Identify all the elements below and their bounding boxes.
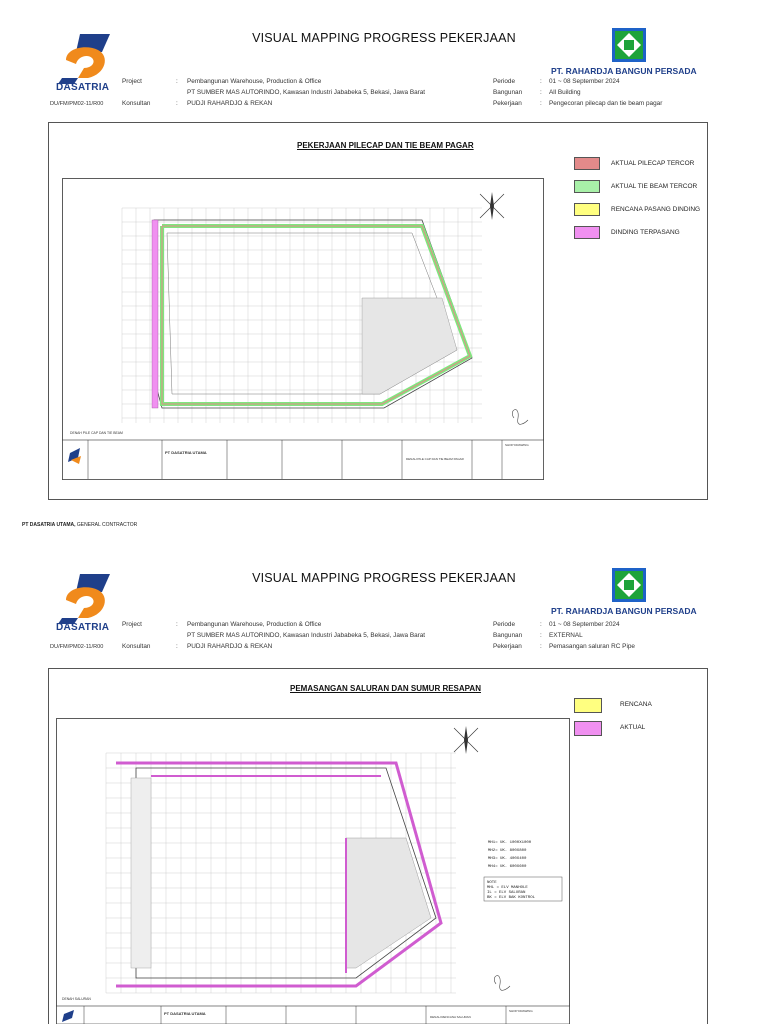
partner-name: PT. RAHARDJA BANGUN PERSADA — [551, 606, 697, 616]
colon: : — [176, 100, 178, 107]
title-block-company: PT DASATRIA UTAMA — [165, 450, 207, 455]
footer-role: GENERAL CONTRACTOR — [76, 522, 138, 528]
colon: : — [176, 78, 178, 85]
colon: : — [540, 100, 542, 107]
bangunan-label: Bangunan — [493, 89, 523, 96]
periode-value: 01 ~ 08 September 2024 — [549, 78, 620, 85]
drawing-caption: DENAH SALURAN — [62, 997, 91, 1001]
konsultan-label: Konsultan — [122, 100, 151, 107]
site-plan-drawing — [62, 178, 544, 480]
periode-label: Periode — [493, 621, 516, 628]
legend-label: AKTUAL TIE BEAM TERCOR — [611, 183, 698, 190]
title-block-drawing-name: DENAH RENCANA SALURAN — [430, 1015, 471, 1019]
title-block-shop-drawing: SHOP DRAWING — [509, 1009, 533, 1013]
drainage-plan-drawing — [56, 718, 570, 1024]
note-line: IL = ELV SALURAN — [487, 891, 526, 895]
pekerjaan-value: Pemasangan saluran RC Pipe — [549, 643, 635, 650]
bangunan-value: EXTERNAL — [549, 632, 583, 639]
title-block — [57, 1006, 570, 1024]
periode-label: Periode — [493, 78, 516, 85]
manhole-spec: MH4= UK. 600X600 — [488, 865, 527, 869]
project-label: Project — [122, 621, 142, 628]
document-number: DU/FM/PM02-11/R00 — [50, 644, 104, 650]
legend-swatch — [574, 698, 602, 713]
legend-swatch — [574, 226, 600, 239]
footer-company: PT DASATRIA UTAMA, — [22, 522, 76, 528]
legend-label: DINDING TERPASANG — [611, 229, 680, 236]
document-number: DU/FM/PM02-11/R00 — [50, 101, 104, 107]
pekerjaan-value: Pengecoran pilecap dan tie beam pagar — [549, 100, 663, 107]
colon: : — [176, 643, 178, 650]
legend-swatch — [574, 180, 600, 193]
title-block-shop-drawing: SHOP DRAWING — [505, 443, 529, 447]
legend-label: RENCANA PASANG DINDING — [611, 206, 701, 213]
title-block-company: PT DASATRIA UTAMA — [164, 1011, 206, 1016]
sheet-title: PEMASANGAN SALURAN DAN SUMUR RESAPAN — [290, 684, 481, 693]
project-value: Pembangunan Warehouse, Production & Office — [187, 621, 322, 628]
title-block-drawing-name: DENAH PILE CAP DAN TIE BEAM PAGAR — [406, 457, 464, 461]
konsultan-label: Konsultan — [122, 643, 151, 650]
project-location: PT SUMBER MAS AUTORINDO, Kawasan Industri Jababeka 5, Bekasi, Jawa Barat — [187, 632, 426, 639]
colon: : — [540, 643, 542, 650]
pekerjaan-label: Pekerjaan — [493, 100, 522, 107]
colon: : — [540, 89, 542, 96]
legend-label: AKTUAL — [620, 724, 646, 731]
manhole-spec: MH1= UK. 1000X1000 — [488, 841, 532, 845]
legend-label: AKTUAL PILECAP TERCOR — [611, 160, 695, 167]
page-title: VISUAL MAPPING PROGRESS PEKERJAAN — [252, 571, 516, 585]
legend-swatch — [574, 721, 602, 736]
colon: : — [540, 78, 542, 85]
note-line: BK = ELV BAK KONTROL — [487, 896, 536, 900]
manhole-spec: MH3= UK. 400X400 — [488, 857, 527, 861]
manhole-spec: MH2= UK. 800X800 — [488, 849, 527, 853]
partner-logo-icon — [612, 28, 646, 62]
drawing-caption: DENAH PILE CAP DAN TIE BEAM — [70, 431, 123, 435]
project-label: Project — [122, 78, 142, 85]
sheet-title: PEKERJAAN PILECAP DAN TIE BEAM PAGAR — [297, 141, 474, 150]
page-title: VISUAL MAPPING PROGRESS PEKERJAAN — [252, 31, 516, 45]
colon: : — [540, 621, 542, 628]
bangunan-label: Bangunan — [493, 632, 523, 639]
colon: : — [540, 632, 542, 639]
title-block — [63, 440, 544, 480]
partner-logo-icon — [612, 568, 646, 602]
konsultan-value: PUDJI RAHARDJO & REKAN — [187, 100, 273, 107]
periode-value: 01 ~ 08 September 2024 — [549, 621, 620, 628]
project-location: PT SUMBER MAS AUTORINDO, Kawasan Industri Jababeka 5, Bekasi, Jawa Barat — [187, 89, 426, 96]
bangunan-value: All Building — [549, 89, 581, 96]
company-logo-text: DASATRIA — [56, 82, 110, 93]
legend-label: RENCANA — [620, 701, 652, 708]
report-page-2 — [0, 540, 768, 1024]
footer — [22, 522, 137, 528]
partner-name: PT. RAHARDJA BANGUN PERSADA — [551, 66, 697, 76]
colon: : — [176, 621, 178, 628]
pekerjaan-label: Pekerjaan — [493, 643, 522, 650]
legend-swatch — [574, 157, 600, 170]
company-logo-text: DASATRIA — [56, 622, 110, 633]
project-value: Pembangunan Warehouse, Production & Office — [187, 78, 322, 85]
note-line: MHL = ELV MANHOLE — [487, 886, 528, 890]
konsultan-value: PUDJI RAHARDJO & REKAN — [187, 643, 273, 650]
notes-heading: NOTE — [487, 881, 497, 885]
legend-swatch — [574, 203, 600, 216]
